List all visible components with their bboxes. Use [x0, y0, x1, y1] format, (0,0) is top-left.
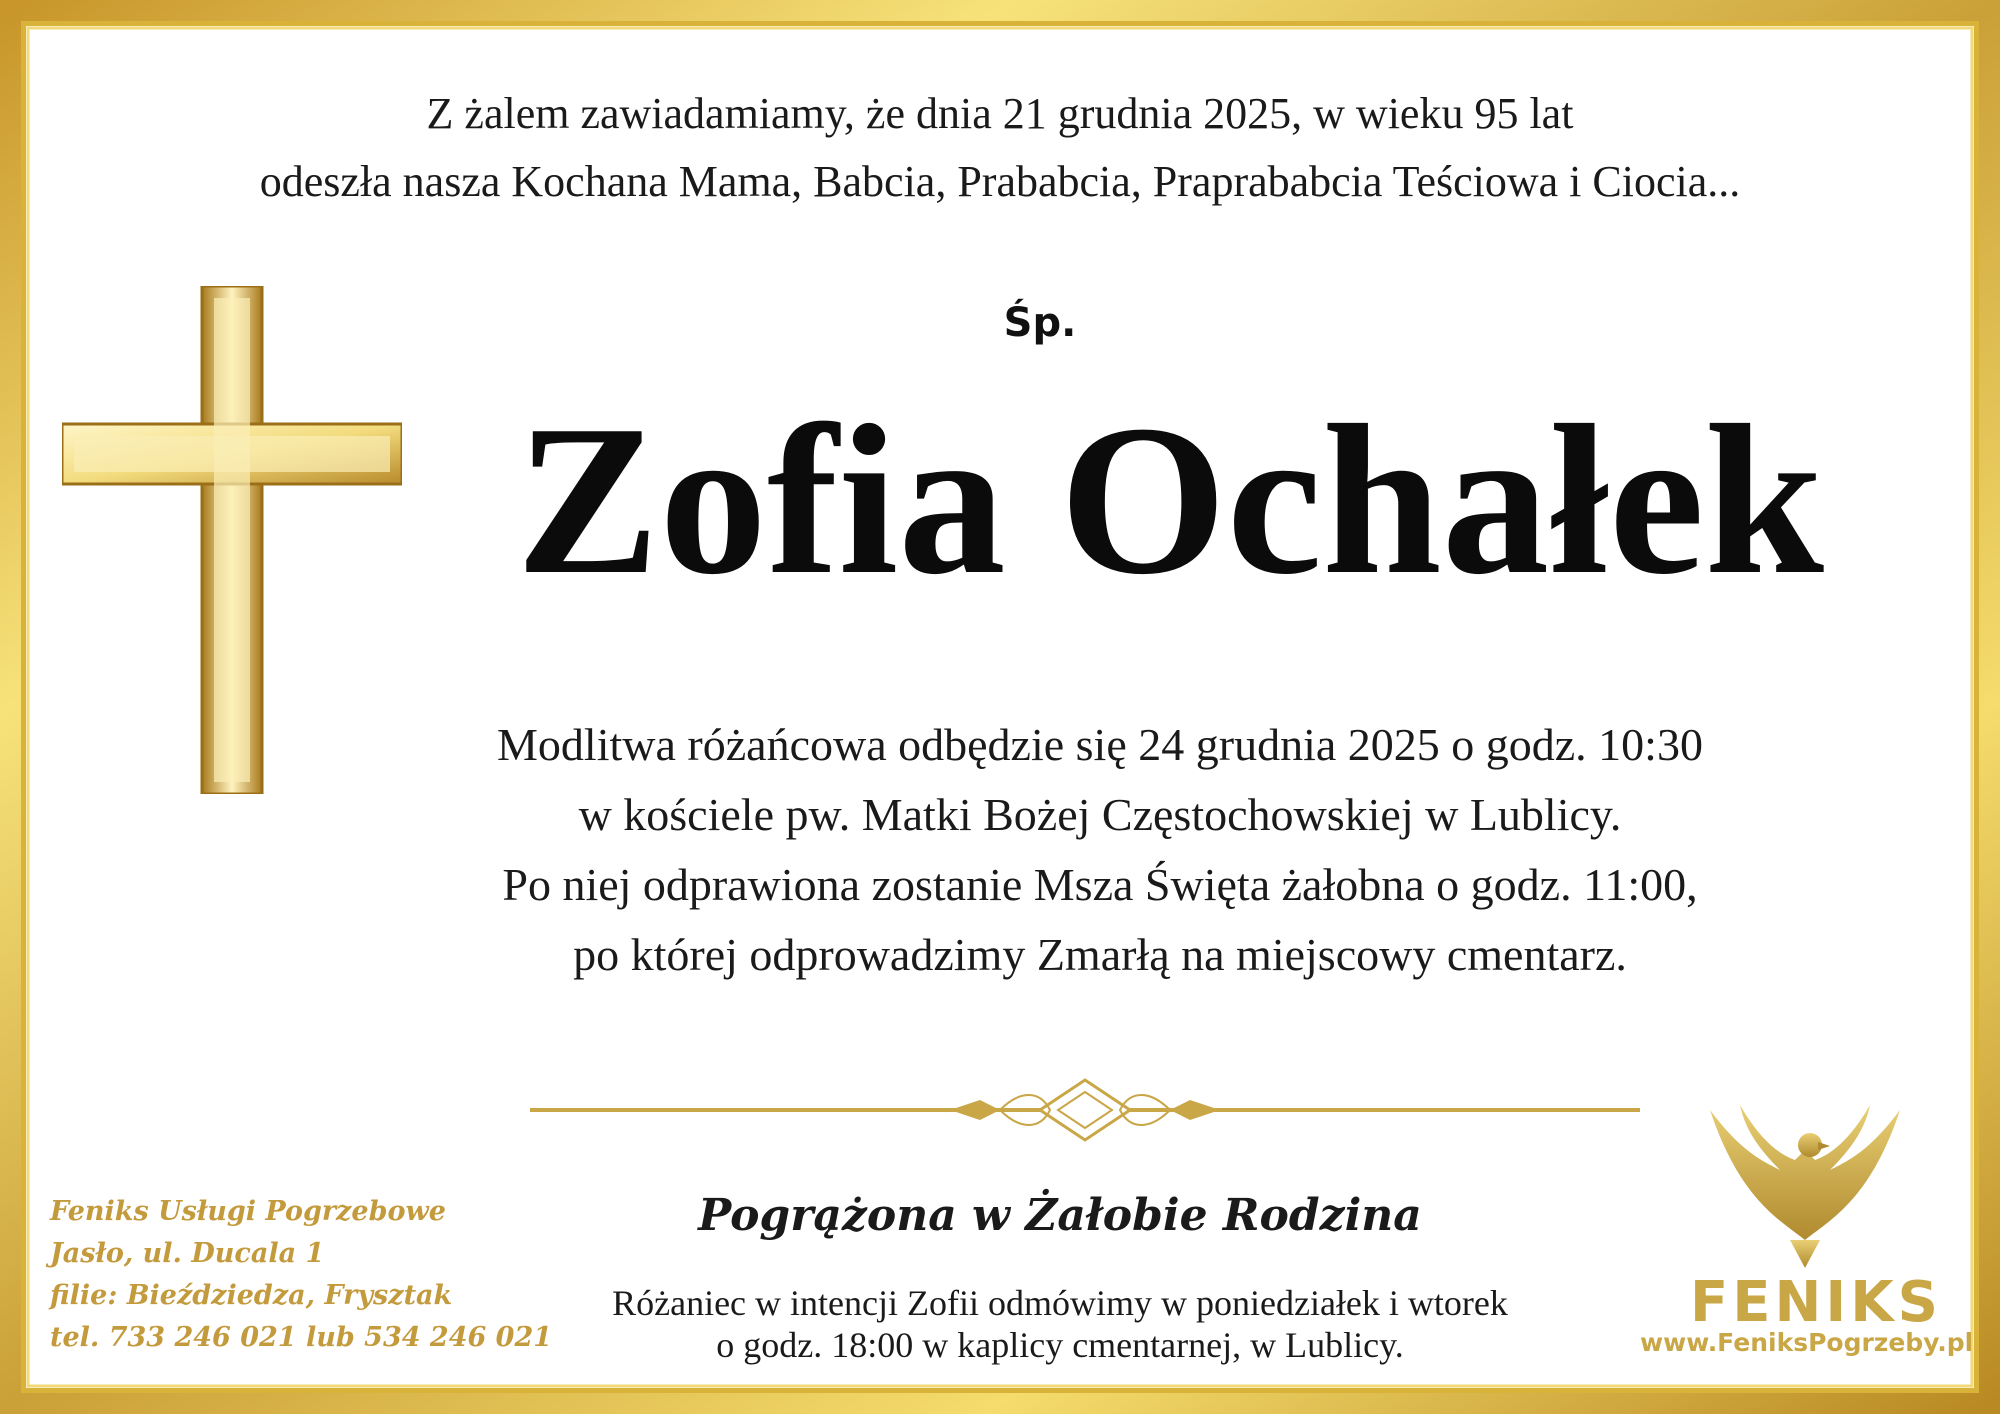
company-branches: filie: Bieździedza, Frysztak	[50, 1280, 453, 1311]
ceremony-line-3: Po niej odprawiona zostanie Msza Święta żałobna o godz. 11:00,	[502, 859, 1698, 910]
deceased-name: Zofia Ochałek	[516, 380, 1824, 619]
rosary-note-line-2: o godz. 18:00 w kaplicy cmentarnej, w Lublicy.	[716, 1325, 1404, 1365]
logo-url[interactable]: www.FeniksPogrzeby.pl	[1640, 1328, 1974, 1357]
company-address: Jasło, ul. Ducala 1	[50, 1238, 325, 1269]
ceremony-line-2: w kościele pw. Matki Bożej Częstochowskiej w Lublicy.	[578, 789, 1622, 840]
family-signature: Pogrążona w Żałobie Rodzina	[698, 1190, 1422, 1241]
deceased-prefix: Śp.	[1003, 300, 1077, 346]
ceremony-line-1: Modlitwa różańcowa odbędzie się 24 grudnia 2025 o godz. 10:30	[497, 719, 1703, 770]
company-name: Feniks Usługi Pogrzebowe	[50, 1196, 446, 1227]
announcement-line-1: Z żalem zawiadamiamy, że dnia 21 grudnia 2025, w wieku 95 lat	[426, 89, 1574, 138]
rosary-note-line-1: Różaniec w intencji Zofii odmówimy w poniedziałek i wtorek	[612, 1283, 1508, 1323]
announcement-line-2: odeszła nasza Kochana Mama, Babcia, Prababcia, Praprababcia Teściowa i Ciocia...	[259, 157, 1741, 206]
company-phone: tel. 733 246 021 lub 534 246 021	[50, 1322, 553, 1353]
ornament-divider	[530, 1070, 1640, 1150]
ceremony-line-4: po której odprowadzimy Zmarłą na miejscowy cmentarz.	[573, 929, 1627, 980]
phoenix-logo-icon	[1700, 1090, 1910, 1270]
logo-word: FENIKS	[1690, 1270, 1942, 1335]
